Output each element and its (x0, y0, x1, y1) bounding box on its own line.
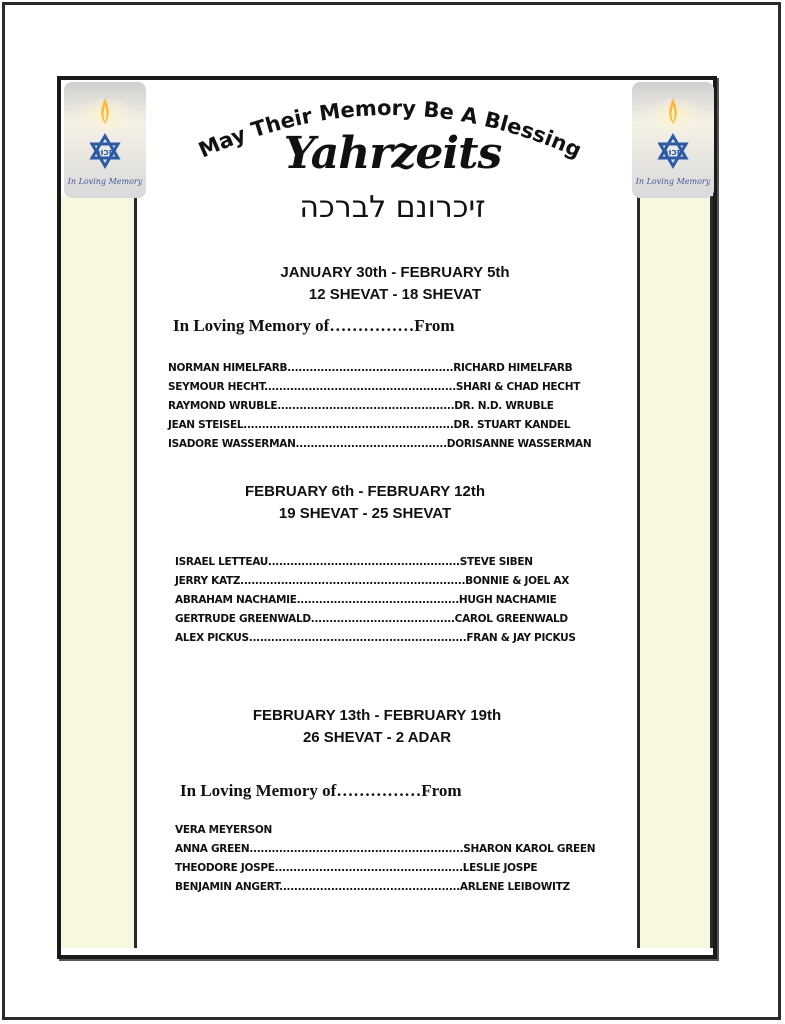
list-item: JEAN STEISEL.........................................................DR. STUART KANDEL (168, 419, 571, 431)
hebrew-subtitle: זיכרונם לברכה (299, 190, 486, 225)
entry-list (175, 553, 576, 648)
list-item: ABRAHAM NACHAMIE............................................HUGH NACHAMIE (175, 594, 557, 606)
week-heading (162, 705, 592, 749)
candle-hebrew-label: יזכור (95, 148, 115, 158)
week-heading (150, 481, 580, 525)
right-candle-pillar (637, 196, 713, 948)
week-hebrew-dates: 19 SHEVAT - 25 SHEVAT (278, 505, 452, 522)
memory-heading: In Loving Memory of……………From (180, 781, 462, 800)
week-hebrew-dates: 12 SHEVAT - 18 SHEVAT (308, 286, 482, 303)
list-item: SEYMOUR HECHT....................................................SHARI & CHAD HECHT (168, 381, 581, 393)
week-dates: FEBRUARY 6th - FEBRUARY 12th (244, 483, 486, 500)
week-dates: JANUARY 30th - FEBRUARY 5th (280, 264, 510, 281)
candle-hebrew-label: יזכור (663, 148, 683, 158)
candle-label: In Loving Memory (67, 177, 143, 186)
list-item: THEODORE JOSPE...................................................LESLIE JOSPE (175, 862, 538, 874)
list-item: ANNA GREEN..........................................................SHARON KAROL GREEN (175, 843, 596, 855)
week-heading (180, 262, 610, 306)
candle-label: In Loving Memory (635, 177, 711, 186)
page-title: Yahrzeits (283, 128, 502, 179)
list-item: ISADORE WASSERMAN.........................................DORISANNE WASSERMAN (168, 438, 592, 450)
entry-list (175, 821, 595, 897)
week-dates: FEBRUARY 13th - FEBRUARY 19th (252, 707, 502, 724)
list-item: GERTRUDE GREENWALD.......................................CAROL GREENWALD (175, 613, 568, 625)
list-item: ISRAEL LETTEAU....................................................STEVE SIBEN (175, 556, 533, 568)
list-item: ALEX PICKUS...........................................................FRAN & JAY PICKUS (175, 632, 576, 644)
left-candle-pillar (61, 196, 137, 948)
entry-list (168, 359, 591, 454)
list-item: BENJAMIN ANGERT.................................................ARLENE LEIBOWITZ (175, 881, 570, 893)
memory-heading: In Loving Memory of……………From (173, 316, 455, 335)
list-item: NORMAN HIMELFARB.............................................RICHARD HIMELFARB (168, 362, 573, 374)
list-item: JERRY KATZ.............................................................BONNIE & JOEL AX (175, 575, 569, 587)
list-item: VERA MEYERSON (175, 824, 273, 836)
arched-title-text: May Their Memory Be A Blessing (195, 95, 586, 163)
week-hebrew-dates: 26 SHEVAT - 2 ADAR (302, 729, 452, 746)
list-item: RAYMOND WRUBLE................................................DR. N.D. WRUBLE (168, 400, 554, 412)
